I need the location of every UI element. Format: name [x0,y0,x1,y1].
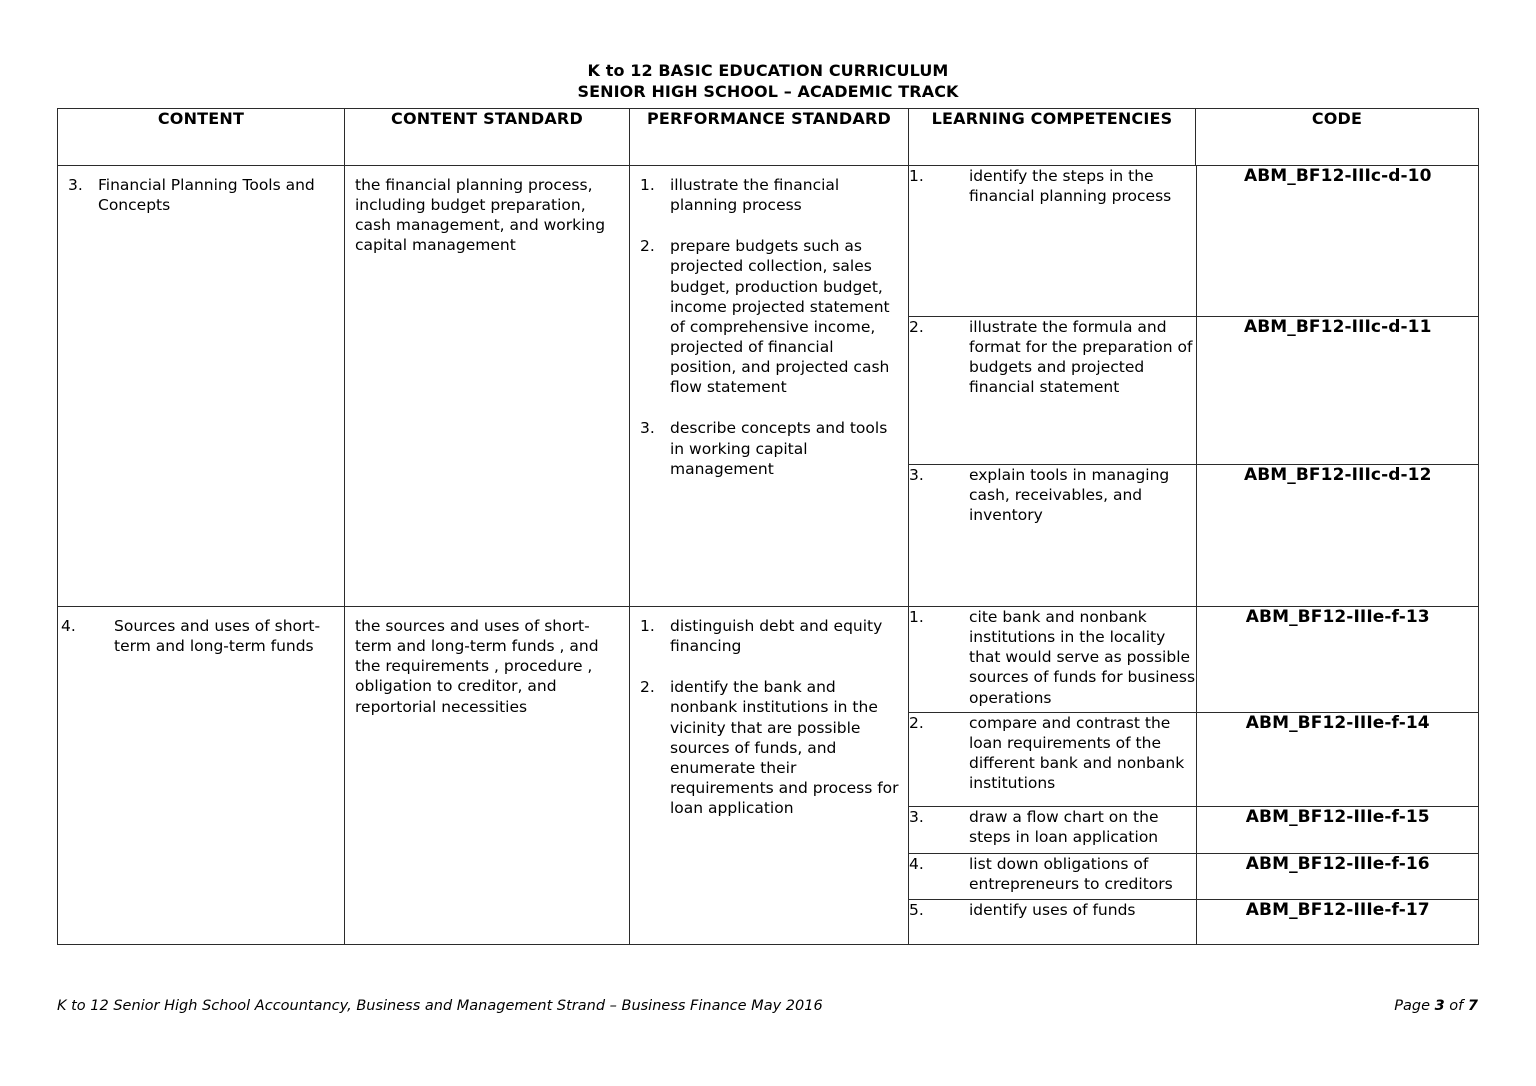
content-standard-text: the financial planning process, including budget preparation, cash management, and working capital management [355,176,606,255]
footer-page-number [1394,998,1478,1014]
performance-standard-item [640,418,900,478]
performance-standard-item [640,175,900,215]
competency-row [909,806,1479,853]
competency-cell [909,806,1196,853]
competency-row [909,316,1479,464]
performance-standard-item-text: describe concepts and tools in working capital management [670,419,888,478]
competency-text: compare and contrast the loan requirements of the different bank and nonbank institutions [969,713,1185,792]
content-item-text: Financial Planning Tools and Concepts [98,176,315,215]
competency-cell [909,464,1196,606]
performance-standard-item-text: identify the bank and nonbank institutions in the vicinity that are possible sources of funds, and enumerate their requirements and process for loan application [670,678,899,818]
column-header-performance-standard: PERFORMANCE STANDARD [630,109,909,166]
content-cell [58,607,345,945]
competency-code: ABM_BF12-IIIe-f-13 [1196,607,1479,712]
competency-cell [909,166,1196,316]
competency-number: 1. [909,167,924,185]
content-item [68,175,336,215]
content-item-number: 4. [61,617,76,635]
column-header-code: CODE [1196,109,1479,166]
content-cell [58,166,345,607]
competency-text: identify uses of funds [969,900,1136,919]
competency-number: 2. [909,713,924,732]
competency-text: illustrate the formula and format for the preparation of budgets and projected financial statement [969,317,1193,396]
competency-row [909,607,1479,712]
performance-standard-item-number: 1. [640,176,655,194]
document-header [0,60,1536,102]
performance-standard-item [640,236,900,397]
competency-text: cite bank and nonbank institutions in the locality that would serve as possible sources of funds for business operations [969,608,1196,707]
competency-number: 2. [909,317,924,336]
competency-cell [909,853,1196,899]
competency-number: 1. [909,608,924,626]
performance-standard-cell [630,166,909,607]
column-header-learning-competencies: LEARNING COMPETENCIES [909,109,1196,166]
competency-row [909,899,1479,944]
competency-code: ABM_BF12-IIIc-d-11 [1196,316,1479,464]
page-of-label: of [1444,998,1468,1014]
table-row [58,166,1479,607]
performance-standard-list [640,175,900,479]
performance-standard-item [640,677,900,818]
column-header-content: CONTENT [58,109,345,166]
content-item [61,616,336,656]
performance-standard-item-text: distinguish debt and equity financing [670,617,883,656]
header-line-curriculum: K to 12 BASIC EDUCATION CURRICULUM [587,61,949,80]
competency-row [909,712,1479,806]
competency-text: explain tools in managing cash, receivables, and inventory [969,465,1170,524]
page-total-value: 7 [1467,998,1478,1014]
competency-number: 4. [909,854,924,873]
content-standard-cell [345,607,630,945]
competency-code: ABM_BF12-IIIe-f-17 [1196,899,1479,944]
competency-code: ABM_BF12-IIIe-f-15 [1196,806,1479,853]
competency-code: ABM_BF12-IIIc-d-12 [1196,464,1479,606]
competency-code: ABM_BF12-IIIc-d-10 [1196,166,1479,316]
competency-text: draw a flow chart on the steps in loan application [969,807,1159,846]
competency-cell [909,316,1196,464]
performance-standard-item-text: prepare budgets such as projected collection, sales budget, production budget, income projected statement of comprehensive income, projected of financial position, and projected cash flow statement [670,237,890,397]
competency-row [909,166,1479,316]
competency-code: ABM_BF12-IIIe-f-16 [1196,853,1479,899]
competency-cell [909,607,1196,712]
document-footer [57,998,1478,1014]
competency-row [909,464,1479,606]
performance-standard-item-number: 3. [640,419,655,438]
performance-standard-list [640,616,900,818]
competency-text: list down obligations of entrepreneurs to creditors [969,854,1173,893]
performance-standard-item-number: 1. [640,617,655,635]
competency-table [909,166,1479,606]
table-header-row [58,109,1479,166]
competency-text: identify the steps in the financial planning process [969,167,1172,206]
competency-number: 5. [909,900,924,919]
competency-row [909,853,1479,899]
curriculum-table [57,108,1479,945]
page-current-value: 3 [1434,998,1445,1014]
competency-table [909,607,1479,944]
competency-number: 3. [909,807,924,826]
performance-standard-item-text: illustrate the financial planning process [670,176,840,215]
header-line-track: SENIOR HIGH SCHOOL – ACADEMIC TRACK [577,82,959,102]
performance-standard-cell [630,607,909,945]
performance-standard-item [640,616,900,656]
footer-strand-label: K to 12 Senior High School Accountancy, Business and Management Strand – Business Finance May 2016 [57,998,823,1014]
competency-code: ABM_BF12-IIIe-f-14 [1196,712,1479,806]
content-standard-text: the sources and uses of short-term and long-term funds , and the requirements , procedure , obligation to creditor, and reportorial necessities [355,617,599,716]
competency-number: 3. [909,465,924,484]
performance-standard-item-number: 2. [640,237,655,256]
content-item-number: 3. [68,176,83,194]
competency-code-group [909,607,1479,945]
table-row [58,607,1479,945]
column-header-content-standard: CONTENT STANDARD [345,109,630,166]
competency-cell [909,899,1196,944]
performance-standard-item-number: 2. [640,678,655,697]
content-standard-cell [345,166,630,607]
content-item-text: Sources and uses of short-term and long-term funds [114,617,321,656]
page-prefix-label: Page [1394,998,1435,1014]
competency-cell [909,712,1196,806]
competency-code-group [909,166,1479,607]
